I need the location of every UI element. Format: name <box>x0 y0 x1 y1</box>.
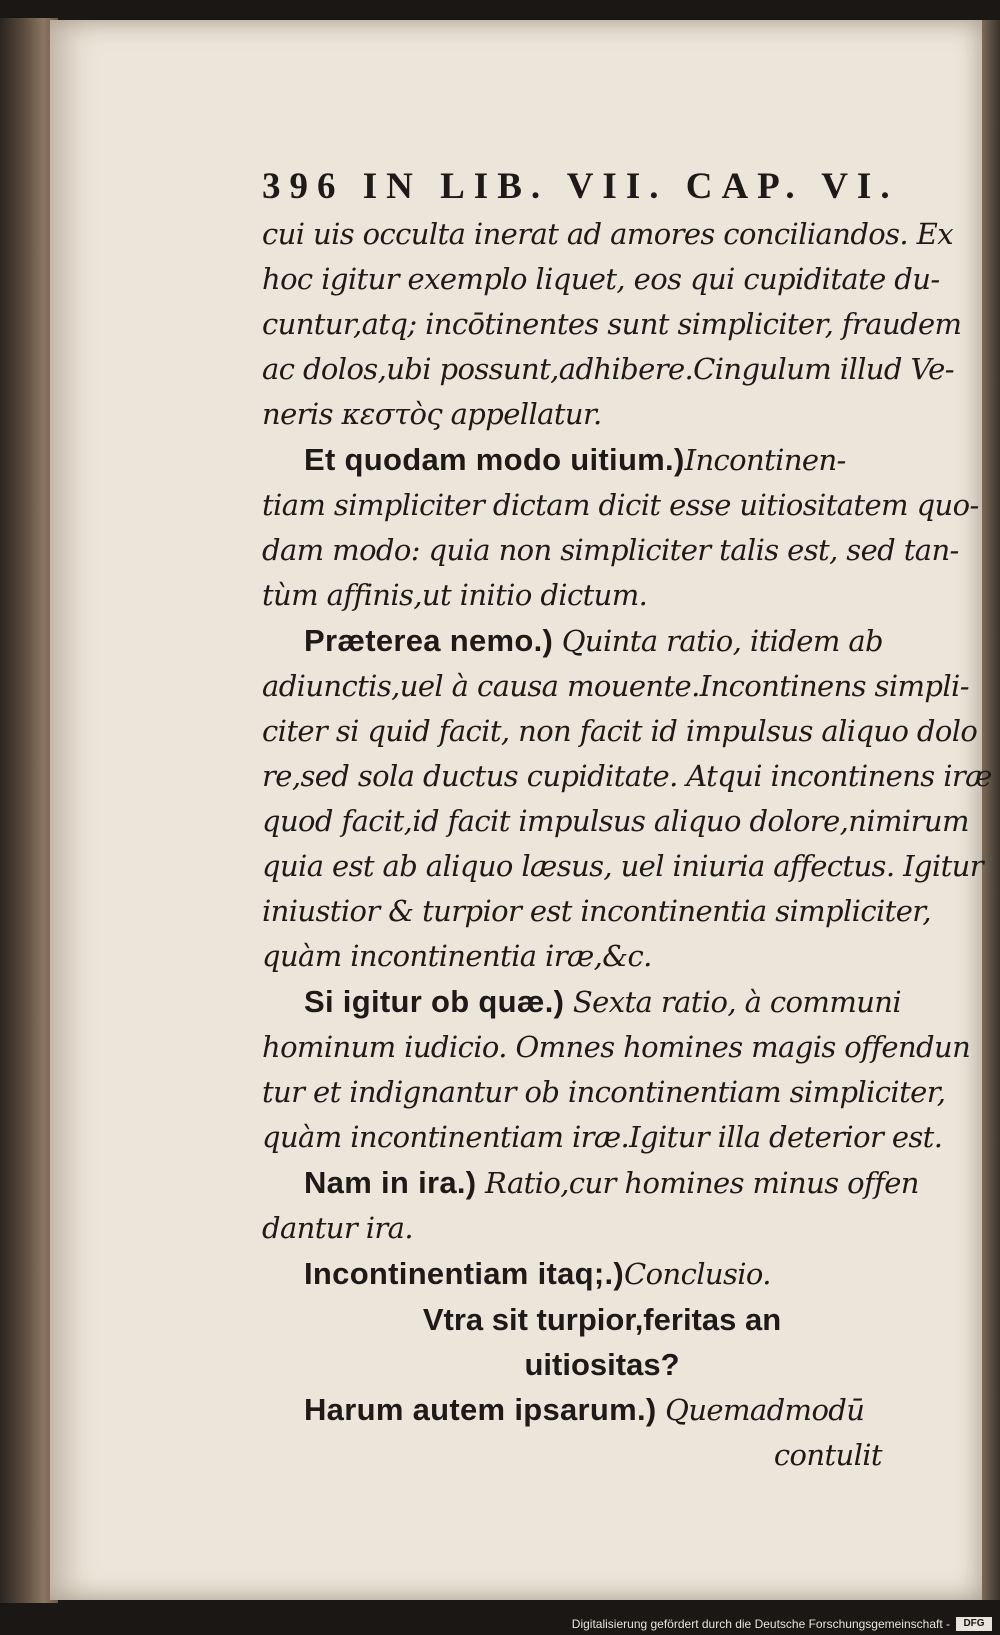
commentary-text: Ratio,cur homines minus offen <box>476 1166 919 1200</box>
commentary-text: Quemadmodū <box>656 1393 865 1427</box>
section-heading-line-1: Vtra sit turpior,feritas an <box>422 1302 782 1337</box>
commentary-text: iniustior & turpior est incontinentia simpliciter, <box>262 894 931 928</box>
lemma: Incontinentiam itaq;.) <box>304 1256 625 1291</box>
commentary-text: quàm incontinentia iræ,&c. <box>262 939 652 973</box>
text-line <box>262 1251 942 1297</box>
text-line <box>262 302 962 347</box>
text-line <box>262 1206 942 1251</box>
text-line <box>262 437 942 483</box>
page-right-edge <box>982 20 1000 1600</box>
commentary-text: hoc igitur exemplo liquet, eos qui cupiditate du- <box>262 262 940 296</box>
text-line <box>262 483 979 528</box>
text-line <box>262 573 942 618</box>
text-line <box>262 979 942 1025</box>
text-line <box>262 844 983 889</box>
text-line <box>262 1115 942 1160</box>
final-line <box>262 1387 942 1433</box>
text-line <box>262 1070 946 1115</box>
commentary-text: dantur ira. <box>262 1211 413 1245</box>
text-line <box>262 799 969 844</box>
body-lines <box>262 212 992 1297</box>
commentary-text: neris κεστὸς appellatur. <box>262 397 602 431</box>
commentary-text: re,sed sola ductus cupiditate. Atqui incontinens iræ <box>262 759 992 793</box>
text-line <box>262 934 942 979</box>
text-line <box>262 347 954 392</box>
commentary-text: cui uis occulta inerat ad amores conciliandos. Ex <box>262 217 953 251</box>
commentary-text: tiam simpliciter dictam dicit esse uitiositatem quo- <box>262 488 979 522</box>
text-line <box>262 618 942 664</box>
commentary-text: adiunctis,uel à causa mouente.Incontinens simpli- <box>262 669 969 703</box>
lemma: Si igitur ob quæ.) <box>304 984 565 1019</box>
lemma: Et quodam modo uitium.) <box>304 442 685 477</box>
commentary-text: quod facit,id facit impulsus aliquo dolore,nimirum <box>262 804 969 838</box>
commentary-text: tur et indignantur ob incontinentiam simpliciter, <box>262 1075 946 1109</box>
commentary-text: Conclusio. <box>624 1257 771 1291</box>
text-line <box>262 257 942 302</box>
lemma: Harum autem ipsarum.) <box>304 1392 657 1427</box>
commentary-text: ac dolos,ubi possunt,adhibere.Cingulum illud Ve- <box>262 352 954 386</box>
text-line <box>262 1025 971 1070</box>
commentary-text: cuntur,atq; incōtinentes sunt simpliciter, fraudem <box>262 307 962 341</box>
commentary-text: quia est ab aliquo læsus, uel iniuria affectus. Igitur <box>262 849 983 883</box>
text-line <box>262 392 942 437</box>
text-line <box>262 528 959 573</box>
page-text-block <box>262 162 992 1478</box>
commentary-text: Sexta ratio, à communi <box>564 985 902 1019</box>
commentary-text: Quinta ratio, itidem ab <box>553 624 884 658</box>
text-line <box>262 212 953 257</box>
lemma: Nam in ira.) <box>304 1165 477 1200</box>
commentary-text: tùm affinis,ut initio dictum. <box>262 578 648 612</box>
text-line <box>262 889 942 934</box>
commentary-text: quàm incontinentiam iræ.Igitur illa deterior est. <box>262 1120 943 1154</box>
digitization-credit: Digitalisierung gefördert durch die Deutsche Forschungsgemeinschaft - <box>571 1617 950 1631</box>
dfg-logo: DFG <box>956 1617 992 1631</box>
catchword: contulit <box>773 1438 882 1472</box>
commentary-text: dam modo: quia non simpliciter talis est, sed tan- <box>262 533 959 567</box>
running-head: 396 IN LIB. VII. CAP. VI. <box>262 166 899 207</box>
section-heading-line-2: uitiositas? <box>524 1347 680 1382</box>
text-line <box>262 709 978 754</box>
text-line <box>262 664 969 709</box>
commentary-text: citer si quid facit, non facit id impulsus aliquo dolo <box>262 714 978 748</box>
commentary-text: Incontinen- <box>684 443 846 477</box>
text-line <box>262 754 992 799</box>
lemma: Præterea nemo.) <box>304 623 554 658</box>
text-line <box>262 1160 942 1206</box>
commentary-text: hominum iudicio. Omnes homines magis offendun <box>262 1030 971 1064</box>
